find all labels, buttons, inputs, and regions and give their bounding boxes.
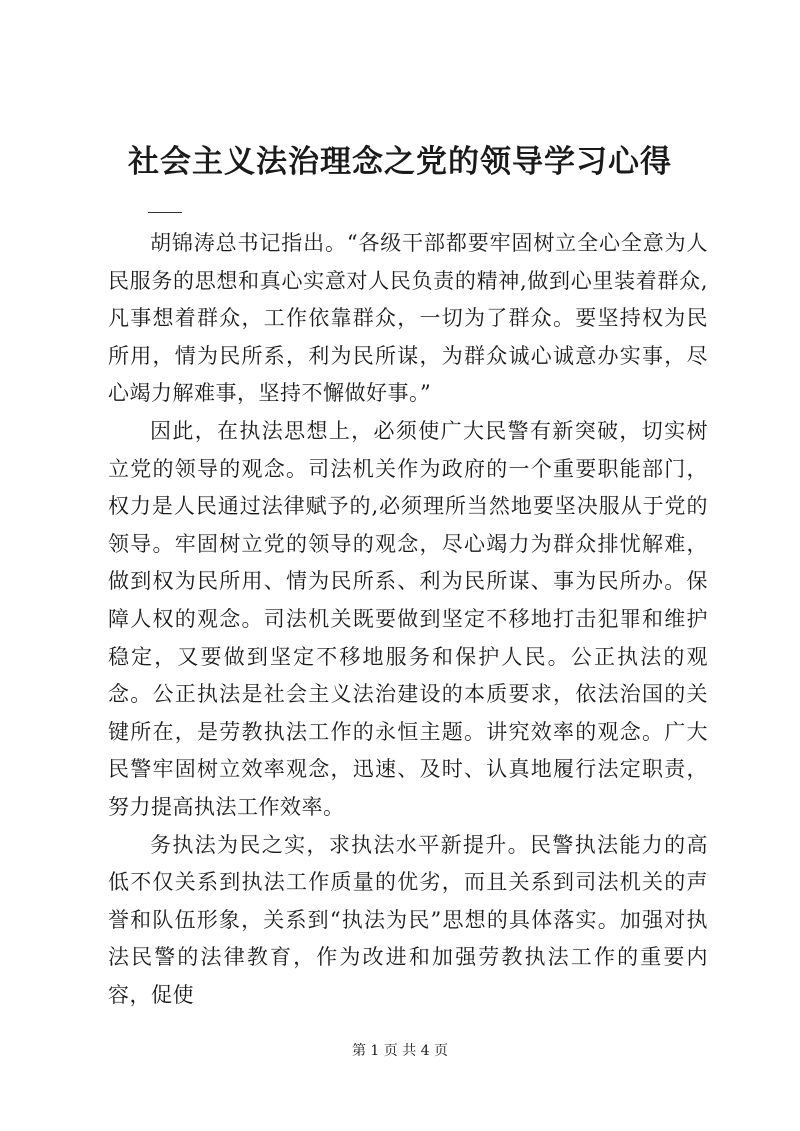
paragraph-2: 因此，在执法思想上，必须使广大民警有新突破，切实树立党的领导的观念。司法机关作为政府的一个重要职能部门，权力是人民通过法律赋予的,必须理所当然地要坚决服从于党的领导。牢固树立党的领导的观念，尽心竭力为群众排忧解难，做到权为民所用、情为民所系、利为民所谋、事为民所办。保障人权的观念。司法机关既要做到坚定不移地打击犯罪和维护稳定，又要做到坚定不移地服务和保护人民。公正执法的观念。公正执法是社会主义法治建设的本质要求，依法治国的关键所在，是劳教执法工作的永恒主题。讲究效率的观念。广大民警牢固树立效率观念，迅速、及时、认真地履行法定职责，努力提高执法工作效率。 <box>108 418 708 819</box>
page-footer: 第 1 页 共 4 页 <box>351 1043 449 1059</box>
paragraph-1: 胡锦涛总书记指出。“各级干部都要牢固树立全心全意为人民服务的思想和真心实意对人民负责的精神,做到心里装着群众,凡事想着群众，工作依靠群众，一切为了群众。要坚持权为民所用，情为民所系，利为民所谋，为群众诚心诚意办实事，尽心竭力解难事，坚持不懈做好事。” <box>108 231 708 406</box>
title-divider <box>148 212 182 213</box>
paragraph-3: 务执法为民之实，求执法水平新提升。民警执法能力的高低不仅关系到执法工作质量的优劣，而且关系到司法机关的声誉和队伍形象，关系到“执法为民”思想的具体落实。加强对执法民警的法律教育，作为改进和加强劳教执法工作的重要内容，促使 <box>108 832 708 1007</box>
document-title: 社会主义法治理念之党的领导学习心得 <box>128 144 672 180</box>
document-body <box>108 225 708 1014</box>
